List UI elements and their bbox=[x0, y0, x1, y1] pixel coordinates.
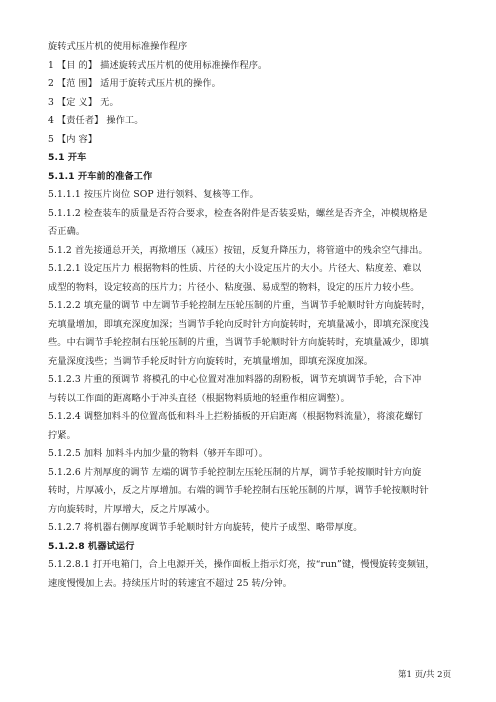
paragraph-line: 速度慢慢加上去。持续压片时的转速宜不超过 25 转/分钟。 bbox=[48, 577, 293, 589]
paragraph-line: 5.1.2.4 调整加料斗的位置高低和料斗上拦粉插板的开启距离（根据物料流量），将滚花螺钉 bbox=[48, 411, 423, 422]
paragraph-line: 成型的物料，设定较高的压片力；片径小、粘度强、易成型的物料，设定的压片力较小些。 bbox=[48, 281, 420, 293]
document-title: 旋转式压片机的使用标准操作程序 bbox=[48, 41, 188, 52]
paragraph-line: 5.1.2.2 填充量的调节 中左调节手轮控制左压轮压制的片重，当调节手轮顺时针方向旋转时， bbox=[48, 300, 431, 311]
paragraph-line: 5.1.1.2 检查装车的质量是否符合要求，检查各附件是否装妥贴，螺丝是否齐全，冲模规格是 bbox=[48, 207, 428, 219]
paragraph-line: 5.1.2.7 将机器右侧厚度调节手轮顺时针方向旋转，使片子成型、略带厚度。 bbox=[48, 522, 363, 533]
paragraph-line: 充量深度浅些；当调节手轮反时针方向旋转时，充填量增加，即填充深度加深。 bbox=[48, 355, 374, 367]
paragraph-line: 拧紧。 bbox=[48, 429, 76, 441]
paragraph-line: 些。中右调节手轮控制右压轮压制的片重，当调节手轮顺时针方向旋转时，充填量减少，即填 bbox=[48, 337, 429, 348]
paragraph-line: 否正确。 bbox=[48, 226, 86, 237]
paragraph-line: 方向旋转时，片厚增大，反之片厚减小。 bbox=[48, 503, 216, 515]
page-number: 第1 页/共 2页 bbox=[398, 670, 452, 680]
paragraph-line: 5.1.2 首先接通总开关，再揿增压（减压）按钮，反复升降压力，将管道中的残余空气排出。 bbox=[48, 244, 428, 256]
paragraph-line: 充填量增加，即填充深度加深；当调节手轮向反时针方向旋转时，充填量减小，即填充深度浅 bbox=[48, 318, 429, 330]
paragraph-line: 5.1.2.1 设定压片力 根据物料的性质、片径的大小设定压片的大小。片径大、粘度差、难以 bbox=[48, 263, 422, 274]
paragraph-line: 5.1.2.8.1 打开电箱门，合上电源开关，操作面板上指示灯亮，按“run”键，慢慢旋转变频钮， bbox=[48, 559, 435, 570]
paragraph-line: 4 【责任者】 操作工。 bbox=[48, 115, 144, 126]
document-body bbox=[48, 38, 468, 593]
paragraph-line: 5 【内 容】 bbox=[48, 133, 98, 145]
section-heading: 5.1.1 开车前的准备工作 bbox=[48, 170, 153, 182]
section-heading: 5.1 开车 bbox=[48, 152, 87, 163]
paragraph-line: 与转以工作面的距离略小于冲头直径（根据物料质地的轻重作相应调整）。 bbox=[48, 392, 350, 404]
paragraph-line: 5.1.2.5 加料 加料斗内加少量的物料（够开车即可）。 bbox=[48, 448, 269, 459]
section-heading: 5.1.2.8 机器试运行 bbox=[48, 540, 135, 552]
paragraph-line: 2 【范 围】 适用于旋转式压片机的操作。 bbox=[48, 78, 221, 89]
paragraph-line: 5.1.2.3 片重的预调节 将模孔的中心位置对准加料器的刮粉板，调节充填调节手轮，合下冲 bbox=[48, 374, 422, 385]
paragraph-line: 3 【定 义】 无。 bbox=[48, 96, 119, 108]
paragraph-line: 转时，片厚减小，反之片厚增加。右端的调节手轮控制右压轮压制的片厚，调节手轮按顺时针 bbox=[48, 485, 429, 496]
paragraph-line: 5.1.1.1 按压片岗位 SOP 进行领料、复核等工作。 bbox=[48, 189, 259, 200]
paragraph-line: 1 【目 的】 描述旋转式压片机的使用标准操作程序。 bbox=[48, 59, 268, 71]
paragraph-line: 5.1.2.6 片剂厚度的调节 左端的调节手轮控制左压轮压制的片厚，调节手轮按顺时针方向旋 bbox=[48, 466, 422, 478]
